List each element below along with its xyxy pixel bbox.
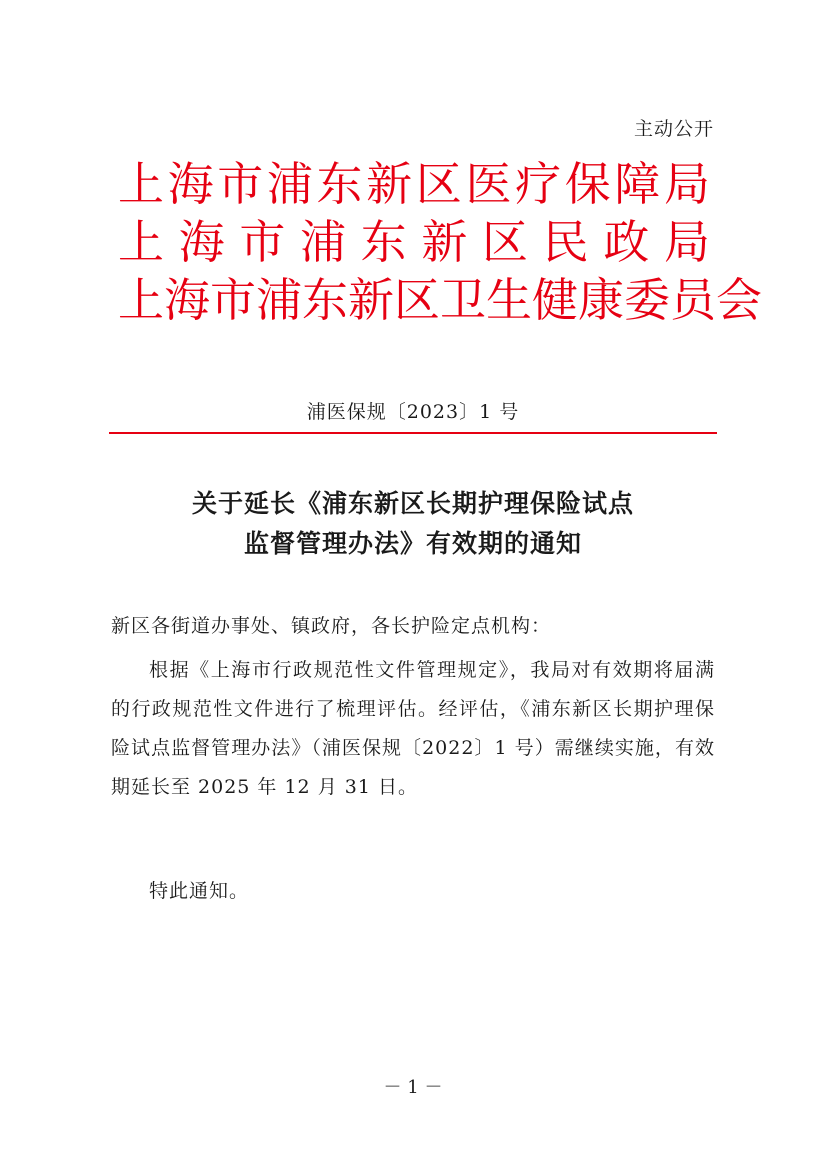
red-divider-line [109,432,717,434]
disclosure-label: 主动公开 [633,118,714,140]
body-paragraph: 根据《上海市行政规范性文件管理规定》，我局对有效期将届满的行政规范性文件进行了梳理评估。经评估，《浦东新区长期护理保险试点监督管理办法》（浦医保规〔2022〕1 号）需继续实施，有效期延长至 2025 年 12 月 31 日。 [111,659,715,798]
agency-name-health-commission: 上海市浦东新区卫生健康委员会 [118,273,762,327]
agency-name-medical-security: 上海市浦东新区医疗保障局 [118,157,710,211]
closing-remark: 特此通知。 [149,880,250,902]
document-title-line-2: 监督管理办法》有效期的通知 [243,529,582,558]
document-title-line-1: 关于延长《浦东新区长期护理保险试点 [191,489,634,518]
page-number: － 1 － [383,1077,443,1098]
agency-name-civil-affairs: 上海市浦东新区民政局 [118,215,710,269]
document-number: 浦医保规〔2023〕1 号 [306,401,520,423]
salutation: 新区各街道办事处、镇政府，各长护险定点机构： [111,615,552,637]
